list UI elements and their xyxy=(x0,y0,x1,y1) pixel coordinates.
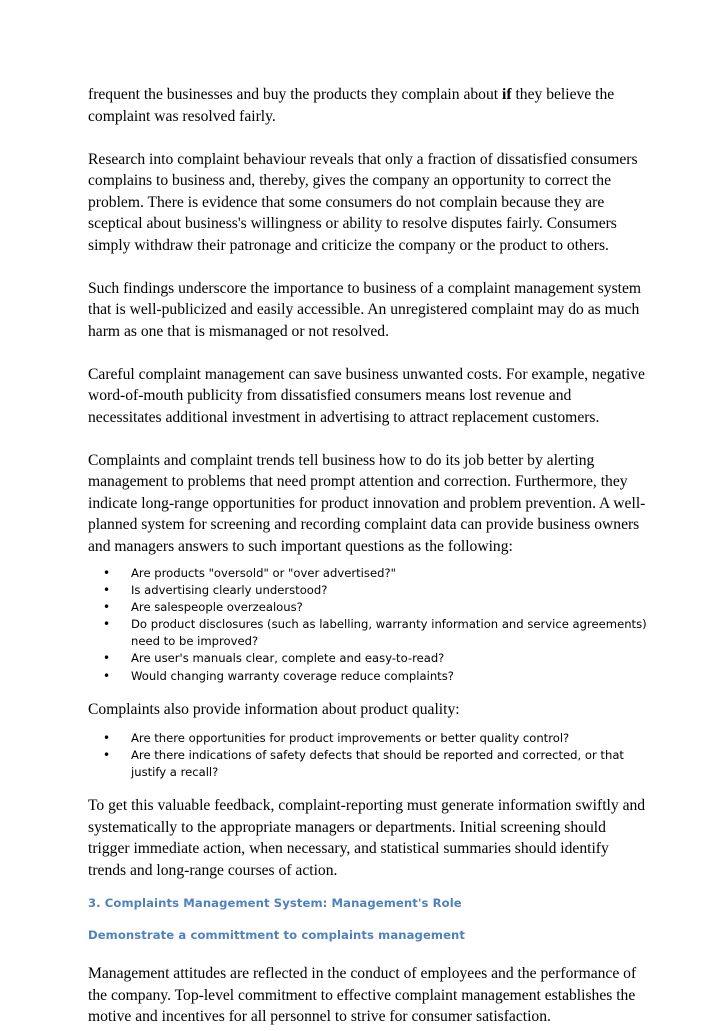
list-item xyxy=(88,582,648,599)
paragraph-3: Such findings underscore the importance to business of a complaint management system that is well-publicized and easily accessible. An unregistered complaint may do as much harm as one that is mismanaged or not resolved. xyxy=(88,279,642,340)
bullet-icon: • xyxy=(103,566,111,580)
bullet-icon: • xyxy=(103,583,111,598)
paragraph-6: Complaints also provide information about product quality: xyxy=(88,700,460,718)
document-page xyxy=(88,84,648,1028)
spacer xyxy=(88,685,648,699)
spacer xyxy=(88,127,648,149)
bullet-icon: • xyxy=(103,651,111,666)
bullet-icon: • xyxy=(103,617,111,632)
list-item-text: Are products "oversold" or "over advertised?" xyxy=(131,566,396,580)
section-heading: 3. Complaints Management System: Management's Role xyxy=(88,896,462,911)
list-item-text: Are there indications of safety defects that should be reported and corrected, or that justify a recall? xyxy=(131,748,624,780)
bullet-icon: • xyxy=(103,600,111,615)
list-item-text: Do product disclosures (such as labelling, warranty information and service agreements) need to be improved? xyxy=(131,617,647,649)
spacer xyxy=(88,912,648,927)
bullet-icon: • xyxy=(103,731,111,746)
list-item xyxy=(88,565,648,582)
paragraph-7: To get this valuable feedback, complaint-reporting must generate information swiftly and systematically to the appropriate managers or departments. Initial screening should trigger immediate action, when necessary, and statistical summaries should identify trends and long-range courses of action. xyxy=(88,797,646,879)
list-item xyxy=(88,650,648,667)
list-item xyxy=(88,747,648,781)
paragraph-1-start: frequent the businesses and buy the products they complain about xyxy=(88,86,503,103)
paragraph-5: Complaints and complaint trends tell business how to do its job better by alerting management to problems that need prompt attention and correction. Furthermore, they indicate long-range opportunities for product innovation and problem prevention. A well-planned system for screening and recording complaint data can provide business owners and managers answers to such important questions as the following: xyxy=(88,451,646,555)
paragraph-1 xyxy=(88,84,648,127)
bullet-list-quality-questions xyxy=(88,730,648,781)
list-item-text: Would changing warranty coverage reduce complaints? xyxy=(131,668,454,683)
list-item-text: Are user's manuals clear, complete and easy-to-read? xyxy=(131,651,445,666)
list-item xyxy=(88,599,648,616)
bullet-icon: • xyxy=(103,748,111,763)
spacer xyxy=(88,256,648,278)
list-item-text: Are there opportunities for product improvements or better quality control? xyxy=(131,731,570,746)
paragraph-1-end: they believe the complaint was resolved fairly. xyxy=(88,86,615,125)
paragraph-2: Research into complaint behaviour reveals that only a fraction of dissatisfied consumers complains to business and, thereby, gives the company an opportunity to correct the problem. There is evidence that some consumers do not complain because they are sceptical about business's willingness or ability to resolve disputes fairly. Consumers simply withdraw their patronage and criticize the company or the product to others. xyxy=(88,150,638,254)
paragraph-4: Careful complaint management can save business unwanted costs. For example, negative word-of-mouth publicity from dissatisfied consumers means lost revenue and necessitates additional investment in advertising to attract replacement customers. xyxy=(88,365,645,426)
list-item xyxy=(88,616,648,650)
spacer xyxy=(88,428,648,450)
paragraph-1-bold-word: if xyxy=(502,86,512,103)
list-item xyxy=(88,668,648,685)
spacer xyxy=(88,781,648,795)
paragraph-8: Management attitudes are reflected in the conduct of employees and the performance of the company. Top-level commitment to effective complaint management establishes the motive and incentives for all personnel to strive for consumer satisfaction. xyxy=(88,965,637,1026)
spacer xyxy=(88,944,648,963)
list-item-text: Is advertising clearly understood? xyxy=(131,583,328,598)
list-item-text: Are salespeople overzealous? xyxy=(131,600,303,615)
bullet-icon: • xyxy=(103,668,111,683)
bullet-list-marketing-questions xyxy=(88,565,648,685)
subsection-heading: Demonstrate a committment to complaints management xyxy=(88,928,466,943)
spacer xyxy=(88,342,648,364)
spacer xyxy=(88,881,648,895)
list-item xyxy=(88,730,648,747)
